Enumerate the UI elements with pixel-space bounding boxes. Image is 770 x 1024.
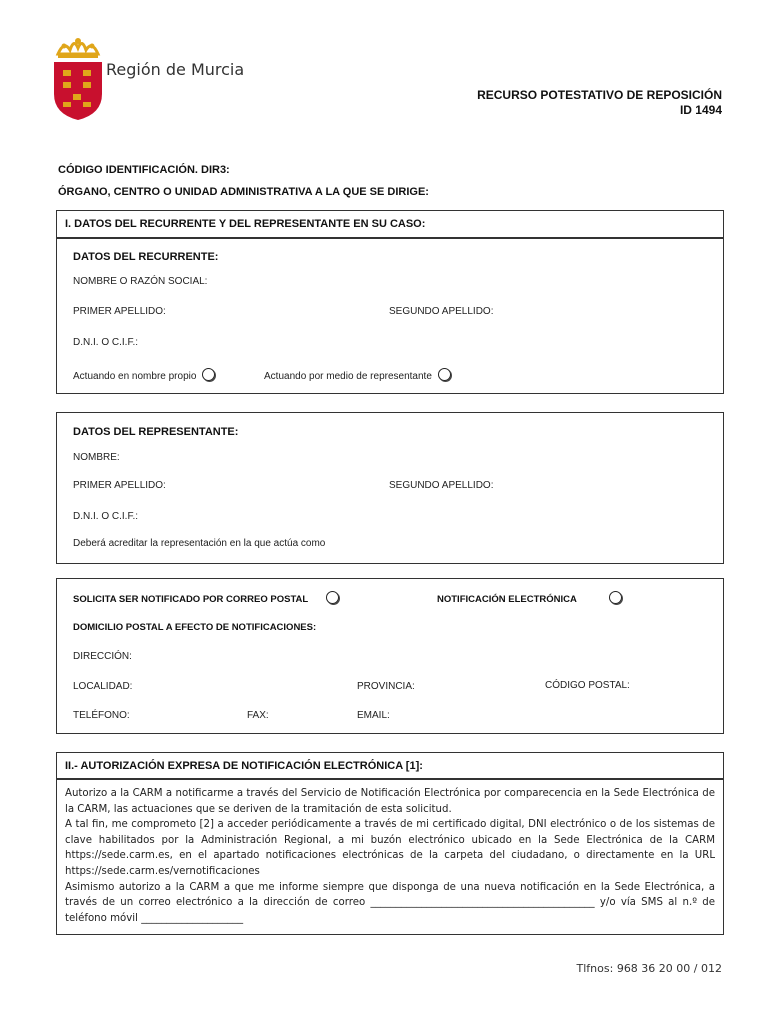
region-murcia-logo: [50, 36, 250, 122]
representante-box: [56, 412, 724, 564]
representante-nombre-field[interactable]: NOMBRE:: [73, 452, 120, 463]
title-line-1: RECURSO POTESTATIVO DE REPOSICIÓN: [477, 88, 722, 102]
telefono-field[interactable]: TELÉFONO:: [73, 710, 130, 721]
option-notificacion-electronica[interactable]: [437, 589, 622, 607]
section-1-title: I. DATOS DEL RECURRENTE Y DEL REPRESENTANTE EN SU CASO:: [65, 218, 426, 230]
recurrente-box: [56, 238, 724, 394]
representante-dni-field[interactable]: D.N.I. O C.I.F.:: [73, 511, 139, 522]
option-representante-label: Actuando por medio de representante: [264, 371, 432, 382]
recurrente-nombre-field[interactable]: NOMBRE O RAZÓN SOCIAL:: [73, 276, 208, 287]
autorizacion-box: [56, 779, 724, 935]
footer-phones: Tlfnos: 968 36 20 00 / 012: [576, 962, 722, 975]
radio-nombre-propio[interactable]: [202, 368, 215, 381]
codigo-postal-field[interactable]: CÓDIGO POSTAL:: [545, 680, 630, 691]
radio-notificacion-electronica[interactable]: [609, 591, 622, 604]
radio-correo-postal[interactable]: [326, 591, 339, 604]
recurrente-heading: DATOS DEL RECURRENTE:: [73, 251, 219, 263]
option-notificacion-electronica-label: NOTIFICACIÓN ELECTRÓNICA: [437, 594, 577, 605]
fax-field[interactable]: FAX:: [247, 710, 269, 721]
domicilio-heading: DOMICILIO POSTAL A EFECTO DE NOTIFICACIONES:: [73, 622, 317, 633]
title-line-2: ID 1494: [679, 103, 722, 117]
recurrente-segundo-apellido-field[interactable]: SEGUNDO APELLIDO:: [389, 306, 494, 317]
representante-primer-apellido-field[interactable]: PRIMER APELLIDO:: [73, 480, 166, 491]
notificacion-box: [56, 578, 724, 734]
provincia-field[interactable]: PROVINCIA:: [357, 681, 415, 692]
email-field[interactable]: EMAIL:: [357, 710, 390, 721]
representante-segundo-apellido-field[interactable]: SEGUNDO APELLIDO:: [389, 480, 494, 491]
section-2-header: [56, 752, 724, 779]
section-2-title: II.- AUTORIZACIÓN EXPRESA DE NOTIFICACIÓN ELECTRÓNICA [1]:: [65, 760, 423, 772]
autorizacion-paragraph-2: A tal fin, me comprometo [2] a acceder periódicamente a través de mi certificado digital, DNI electrónico o de los sistemas de clave habilitados por la Administración Regional, a mi buzón electrónico ubicado en la Sede Electrónica de la CARM https://sede.carm.es, en el apartado notificaciones electrónicas de la carpeta del ciudadano, o directamente en la URL https://sede.carm.es/vernotificaciones: [65, 819, 715, 877]
codigo-dir3-label: CÓDIGO IDENTIFICACIÓN. DIR3:: [58, 164, 230, 176]
option-representante[interactable]: [264, 366, 451, 384]
recurrente-dni-field[interactable]: D.N.I. O C.I.F.:: [73, 337, 139, 348]
localidad-field[interactable]: LOCALIDAD:: [73, 681, 133, 692]
organo-label: ÓRGANO, CENTRO O UNIDAD ADMINISTRATIVA A LA QUE SE DIRIGE:: [58, 186, 429, 198]
document-title: [477, 88, 722, 118]
option-nombre-propio-label: Actuando en nombre propio: [73, 371, 197, 382]
crest-icon: [50, 36, 106, 122]
recurrente-primer-apellido-field[interactable]: PRIMER APELLIDO:: [73, 306, 166, 317]
autorizacion-paragraph-1: Autorizo a la CARM a notificarme a través del Servicio de Notificación Electrónica por comparecencia en la Sede Electrónica de la CARM, las actuaciones que se deriven de la tramitación de esta solicitud.: [65, 788, 715, 815]
radio-representante[interactable]: [438, 368, 451, 381]
option-nombre-propio[interactable]: [73, 366, 215, 384]
section-1-header: [56, 210, 724, 238]
option-correo-postal-label: SOLICITA SER NOTIFICADO POR CORREO POSTAL: [73, 594, 309, 605]
autorizacion-paragraph-3: Asimismo autorizo a la CARM a que me informe siempre que disponga de una nueva notificación en la Sede Electrónica, a través de un correo electrónico a la dirección de correo ____________________________________________ y/o vía SMS al n.º de teléfono móvil ____________________: [65, 881, 715, 924]
representante-note: Deberá acreditar la representación en la que actúa como: [73, 538, 326, 549]
direccion-field[interactable]: DIRECCIÓN:: [73, 651, 132, 662]
logo-text: Región de Murcia: [106, 60, 245, 79]
option-correo-postal[interactable]: [73, 589, 339, 607]
representante-heading: DATOS DEL REPRESENTANTE:: [73, 426, 239, 438]
